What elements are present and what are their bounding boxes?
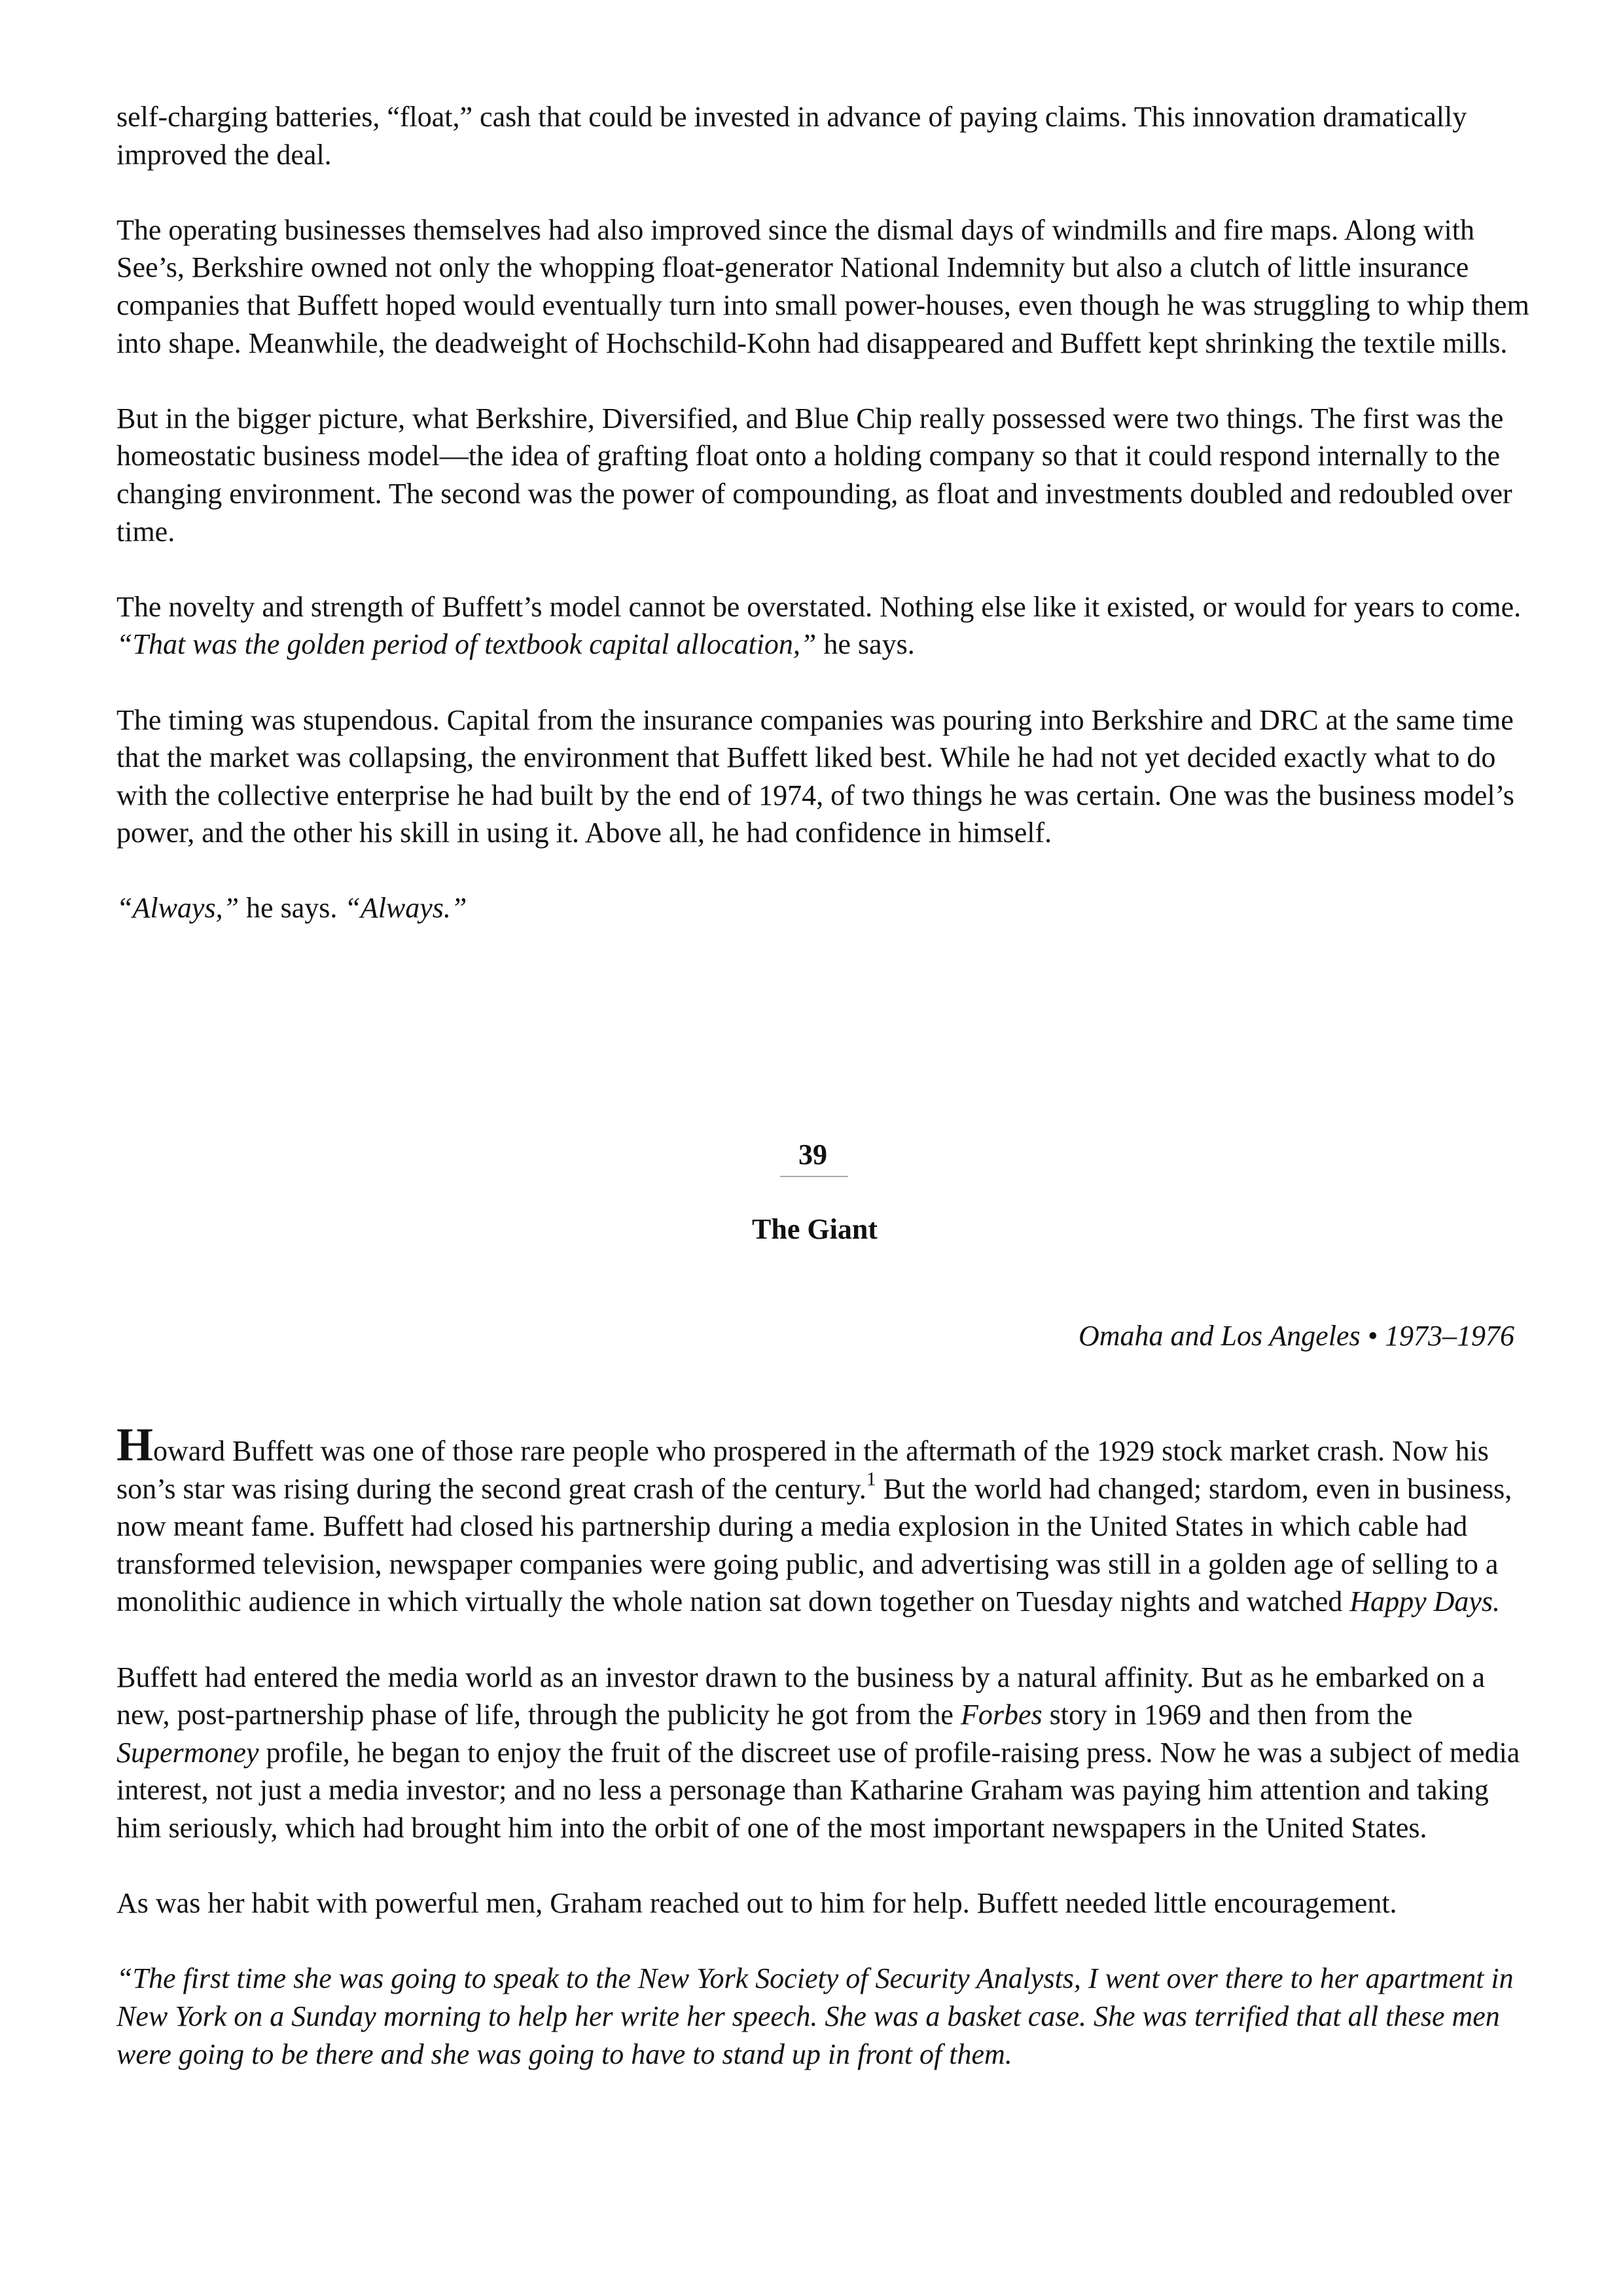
paragraph: The operating businesses themselves had also improved since the dismal days of windmills and fire maps. Along with See’s, Berkshire owned not only the whopping float-generator National Indemnity but also a clutch of little insurance companies that Buffett hoped would eventually turn into small power-houses, even though he was struggling to whip them into shape. Meanwhile, the deadweight of Hochschild-Kohn had disappeared and Buffett kept shrinking the textile mills. (116, 213, 1529, 359)
paragraph-text: he says. (239, 892, 345, 925)
paragraph: self-charging batteries, “float,” cash that could be invested in advance of paying claims. This innovation dramatically improved the deal. (116, 101, 1467, 171)
paragraph (116, 1659, 1530, 1847)
top-section (116, 98, 1530, 927)
quote: “Always,” (116, 892, 240, 925)
chapter-title: The Giant (752, 1213, 878, 1245)
paragraph-text: story in 1969 and then from the (1042, 1699, 1413, 1731)
paragraph: But in the bigger picture, what Berkshire, Diversified, and Blue Chip really possessed were two things. The first was the homeostatic business model—the idea of grafting float onto a holding company so that it could respond internally to the changing environment. The second was the power of compounding, as float and investments doubled and redoubled over time. (116, 402, 1512, 548)
paragraph (116, 889, 1530, 927)
paragraph-text: But the world had changed; stardom, even in business, now meant fame. Buffett had closed his partnership during a media explosion in the United States in which cable had transformed television, newspaper companies were going public, and advertising was still in a golden age of selling to a monolithic audience in which virtually the whole nation sat down together on Tuesday nights and watched (116, 1472, 1512, 1618)
paragraph: The timing was stupendous. Capital from the insurance companies was pouring into Berkshire and DRC at the same time that the market was collapsing, the environment that Buffett liked best. While he had not yet decided exactly what to do with the collective enterprise he had built by the end of 1974, of two things he was certain. One was the business model’s power, and the other his skill in using it. Above all, he had confidence in himself. (116, 703, 1514, 849)
publication-title: Forbes (960, 1699, 1043, 1731)
paragraph-text: he says. (816, 628, 915, 661)
footnote-marker: 1 (866, 1468, 876, 1490)
paragraph-text: profile, he began to enjoy the fruit of the discreet use of profile-raising press. Now he was a subject of media interest, not just a media investor; and no less a personage than Katharine Graham was paying him attention and taking him seriously, which had brought him into the orbit of one of the most important newspapers in the United States. (116, 1736, 1520, 1844)
quote: “That was the golden period of textbook capital allocation,” (116, 628, 817, 661)
paragraph-text: The novelty and strength of Buffett’s model cannot be overstated. Nothing else like it existed, or would for years to come. (116, 590, 1522, 623)
paragraph (116, 588, 1530, 663)
chapter-epigraph: Omaha and Los Angeles • 1973–1976 (1078, 1320, 1514, 1352)
drop-cap: H (116, 1419, 154, 1471)
quote-paragraph: “The first time she was going to speak to the New York Society of Security Analysts, I went over there to her apartment in New York on a Sunday morning to help her write her speech. She was a basket case. She was terrified that all these men were going to be there and she was going to have to stand up in front of them. (116, 1962, 1514, 2070)
chapter-body (116, 1421, 1530, 2073)
publication-title: Supermoney (116, 1736, 259, 1769)
chapter-number-rule (780, 1176, 848, 1177)
chapter-number: 39 (798, 1139, 827, 1171)
paragraph-text: oward Buffett was one of those rare people who prospered in the aftermath of the 1929 stock market crash. Now his son’s star was rising during the second great crash of the century. (116, 1435, 1489, 1505)
paragraph (116, 1421, 1530, 1621)
paragraph-text: Buffett had entered the media world as an investor drawn to the business by a natural affinity. But as he embarked on a new, post-partnership phase of life, through the publicity he got from the (116, 1661, 1486, 1731)
quote: “Always.” (344, 892, 467, 925)
paragraph: As was her habit with powerful men, Graham reached out to him for help. Buffett needed little encouragement. (116, 1887, 1397, 1920)
tv-show-title: Happy Days. (1349, 1585, 1501, 1618)
